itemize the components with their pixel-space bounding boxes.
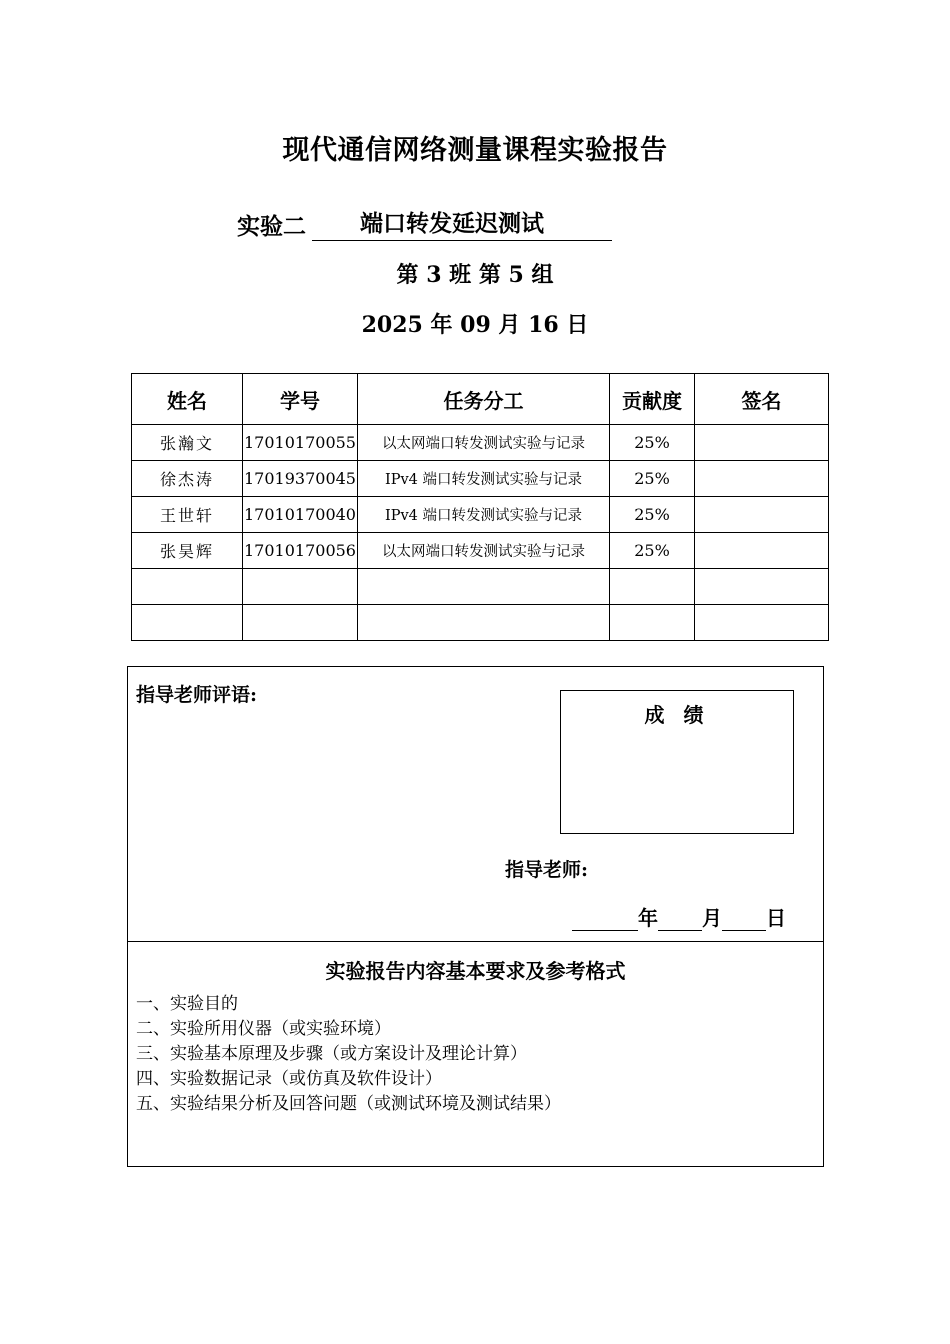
comment-colon: : [250,684,258,706]
signature-date [572,902,786,931]
member-name: 徐杰涛 [132,461,243,497]
experiment-name: 端口转发延迟测试 [312,205,612,241]
teacher-signature-label [505,855,588,882]
member-contribution: 25% [610,533,695,569]
table-row [132,497,829,533]
member-signature [695,425,829,461]
teacher-comment-label [136,680,257,707]
experiment-prefix: 实验二 [237,213,306,240]
member-signature [695,569,829,605]
member-id: 17010170055 [243,425,358,461]
table-row [132,461,829,497]
year-label: 年 [638,906,658,930]
member-task: 以太网端口转发测试实验与记录 [358,425,610,461]
section-divider [127,941,824,942]
class-group: 第 3 班 第 5 组 [396,262,554,288]
member-name: 张瀚文 [132,425,243,461]
member-signature [695,533,829,569]
table-row [132,425,829,461]
member-contribution [610,605,695,641]
member-task: 以太网端口转发测试实验与记录 [358,533,610,569]
requirements-title: 实验报告内容基本要求及参考格式 [325,959,626,983]
table-row [132,605,829,641]
member-id: 17019370045 [243,461,358,497]
table-row [132,569,829,605]
member-task [358,569,610,605]
list-item: 二、实验所用仪器（或实验环境） [136,1019,391,1039]
month-label: 月 [702,906,722,930]
header-contribution: 贡献度 [610,374,695,425]
member-task: IPv4 端口转发测试实验与记录 [358,461,610,497]
member-name: 张昊辉 [132,533,243,569]
table-header-row [132,374,829,425]
member-signature [695,461,829,497]
member-id: 17010170056 [243,533,358,569]
list-item: 一、实验目的 [136,994,238,1014]
teacher-colon: : [581,859,589,881]
table-row [132,533,829,569]
month-blank [658,910,702,931]
member-task [358,605,610,641]
member-contribution: 25% [610,461,695,497]
member-signature [695,605,829,641]
list-item: 五、实验结果分析及回答问题（或测试环境及测试结果） [136,1094,561,1114]
year-blank [572,910,638,931]
list-item: 四、实验数据记录（或仿真及软件设计） [136,1069,442,1089]
member-contribution: 25% [610,425,695,461]
member-id: 17010170040 [243,497,358,533]
member-signature [695,497,829,533]
list-item: 三、实验基本原理及步骤（或方案设计及理论计算） [136,1044,527,1064]
member-name [132,605,243,641]
comment-label-text: 指导老师评语 [136,684,251,706]
day-blank [722,910,766,931]
member-id [243,569,358,605]
grade-box [560,690,794,834]
teacher-label-text: 指导老师 [505,859,582,881]
grade-label: 成 绩 [644,703,710,727]
member-contribution: 25% [610,497,695,533]
requirements-list [136,992,561,1117]
header-signature: 签名 [695,374,829,425]
member-id [243,605,358,641]
day-label: 日 [766,906,786,930]
report-title: 现代通信网络测量课程实验报告 [282,135,668,166]
header-name: 姓名 [132,374,243,425]
experiment-line [237,205,612,241]
header-id: 学号 [243,374,358,425]
header-task: 任务分工 [358,374,610,425]
member-name: 王世轩 [132,497,243,533]
member-name [132,569,243,605]
member-task: IPv4 端口转发测试实验与记录 [358,497,610,533]
members-table [131,373,829,641]
report-date: 2025 年 09 月 16 日 [361,312,589,338]
member-contribution [610,569,695,605]
